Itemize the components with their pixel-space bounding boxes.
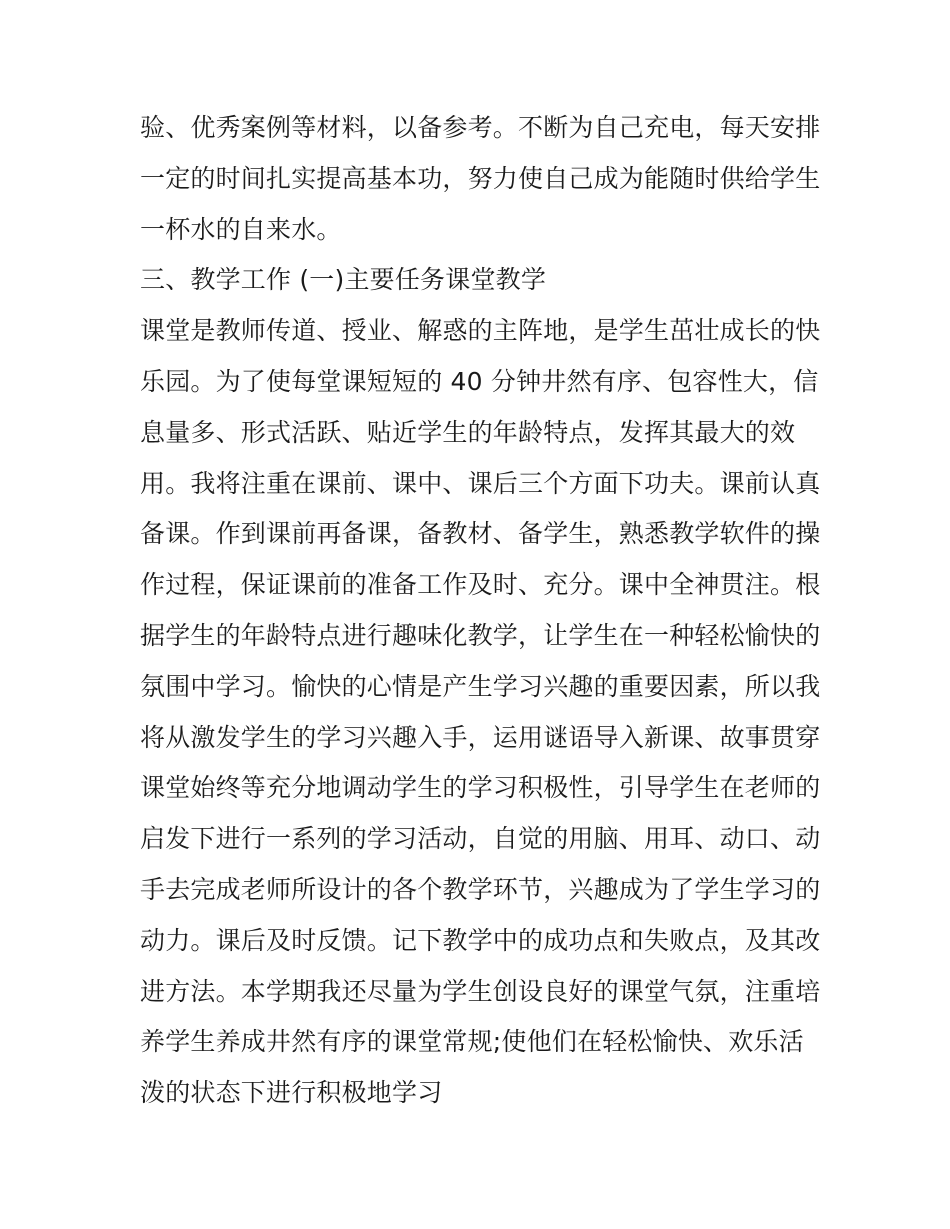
text-line: 据学生的年龄特点进行趣味化教学，让学生在一种轻松愉快的 bbox=[140, 620, 821, 650]
text-line: 进方法。本学期我还尽量为学生创设良好的课堂气氛，注重培 bbox=[140, 976, 821, 1006]
text-line: 作过程，保证课前的准备工作及时、充分。课中全神贯注。根 bbox=[140, 570, 821, 600]
text-line: 课堂是教师传道、授业、解惑的主阵地，是学生茁壮成长的快 bbox=[140, 316, 821, 346]
text-line: 一杯水的自来水。 bbox=[140, 214, 342, 244]
text-line: 养学生养成井然有序的课堂常规;使他们在轻松愉快、欢乐活 bbox=[140, 1027, 804, 1057]
text-line: 乐园。为了使每堂课短短的 40 分钟井然有序、包容性大，信 bbox=[140, 366, 819, 396]
text-line: 一定的时间扎实提高基本功，努力使自己成为能随时供给学生 bbox=[140, 163, 821, 193]
body-text bbox=[140, 103, 820, 1119]
text-line: 课堂始终等充分地调动学生的学习积极性，引导学生在老师的 bbox=[140, 773, 821, 803]
text-line: 氛围中学习。愉快的心情是产生学习兴趣的重要因素，所以我 bbox=[140, 671, 821, 701]
text-line: 将从激发学生的学习兴趣入手，运用谜语导入新课、故事贯穿 bbox=[140, 722, 821, 752]
text-line: 备课。作到课前再备课，备教材、备学生，熟悉教学软件的操 bbox=[140, 519, 821, 549]
text-line: 息量多、形式活跃、贴近学生的年龄特点，发挥其最大的效 bbox=[140, 417, 796, 447]
text-line: 启发下进行一系列的学习活动，自觉的用脑、用耳、动口、动 bbox=[140, 824, 821, 854]
text-line: 泼的状态下进行积极地学习 bbox=[140, 1078, 443, 1108]
text-line: 用。我将注重在课前、课中、课后三个方面下功夫。课前认真 bbox=[140, 468, 821, 498]
text-line: 验、优秀案例等材料，以备参考。不断为自己充电，每天安排 bbox=[140, 113, 821, 142]
section-heading: 三、教学工作 (一)主要任务课堂教学 bbox=[140, 265, 547, 295]
text-line: 动力。课后及时反馈。记下教学中的成功点和失败点，及其改 bbox=[140, 925, 821, 955]
text-line: 手去完成老师所设计的各个教学环节，兴趣成为了学生学习的 bbox=[140, 874, 821, 904]
